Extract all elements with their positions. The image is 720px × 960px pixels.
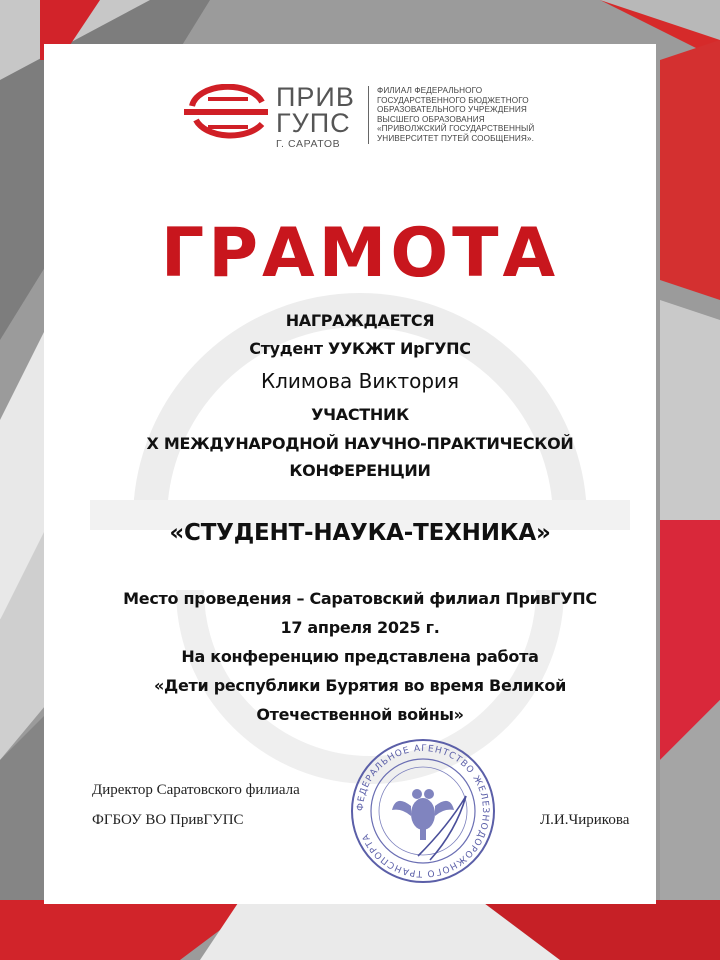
brand-line-2: ГУПС xyxy=(276,108,351,138)
branch-line: ФИЛИАЛ ФЕДЕРАЛЬНОГО xyxy=(377,86,483,95)
header-divider xyxy=(368,86,369,144)
certificate-title: ГРАМОТА xyxy=(160,214,560,293)
signer-name: Л.И.Чирикова xyxy=(540,812,630,828)
signer-position-line-2: ФГБОУ ВО ПривГУПС xyxy=(92,812,244,828)
official-stamp xyxy=(348,736,498,886)
brand-line-1: ПРИВ xyxy=(276,82,355,112)
university-brand xyxy=(276,84,355,151)
recipient-name: Климова Виктория xyxy=(260,369,460,393)
branch-line: «ПРИВОЛЖСКИЙ ГОСУДАРСТВЕННЫЙ xyxy=(377,124,535,134)
work-title-line-2: Отечественной войны» xyxy=(256,705,464,724)
venue-line: Место проведения – Саратовский филиал ПривГУПС xyxy=(123,589,597,608)
brand-city: Г. САРАТОВ xyxy=(276,138,341,150)
signer-position-line-1: Директор Саратовского филиала xyxy=(92,782,300,798)
branch-description xyxy=(377,86,534,144)
eagle-emblem-icon xyxy=(392,789,454,840)
conference-line-1: X МЕЖДУНАРОДНОЙ НАУЧНО-ПРАКТИЧЕСКОЙ xyxy=(146,434,574,453)
work-title-line-1: «Дети республики Бурятия во время Великой xyxy=(154,676,566,695)
work-intro: На конференцию представлена работа xyxy=(181,647,539,666)
branch-line: УНИВЕРСИТЕТ ПУТЕЙ СООБЩЕНИЯ». xyxy=(377,133,534,143)
stamp-ring-text: ФЕДЕРАЛЬНОЕ АГЕНТСТВО ЖЕЛЕЗНОДОРОЖНОГО ТРАНСПОРТА xyxy=(355,743,491,879)
railway-logo-icon xyxy=(182,84,268,144)
conference-date: 17 апреля 2025 г. xyxy=(280,618,440,637)
conference-line-2: КОНФЕРЕНЦИИ xyxy=(289,461,431,480)
participant-status: УЧАСТНИК xyxy=(311,405,409,424)
recipient-role: Студент УУКЖТ ИрГУПС xyxy=(249,339,471,358)
branch-line: ГОСУДАРСТВЕННОГО БЮДЖЕТНОГО xyxy=(377,95,529,105)
branch-line: ВЫСШЕГО ОБРАЗОВАНИЯ xyxy=(377,114,485,124)
conference-name: «СТУДЕНТ-НАУКА-ТЕХНИКА» xyxy=(169,520,551,546)
branch-line: ОБРАЗОВАТЕЛЬНОГО УЧРЕЖДЕНИЯ xyxy=(377,105,527,115)
awarded-label: НАГРАЖДАЕТСЯ xyxy=(285,311,435,330)
